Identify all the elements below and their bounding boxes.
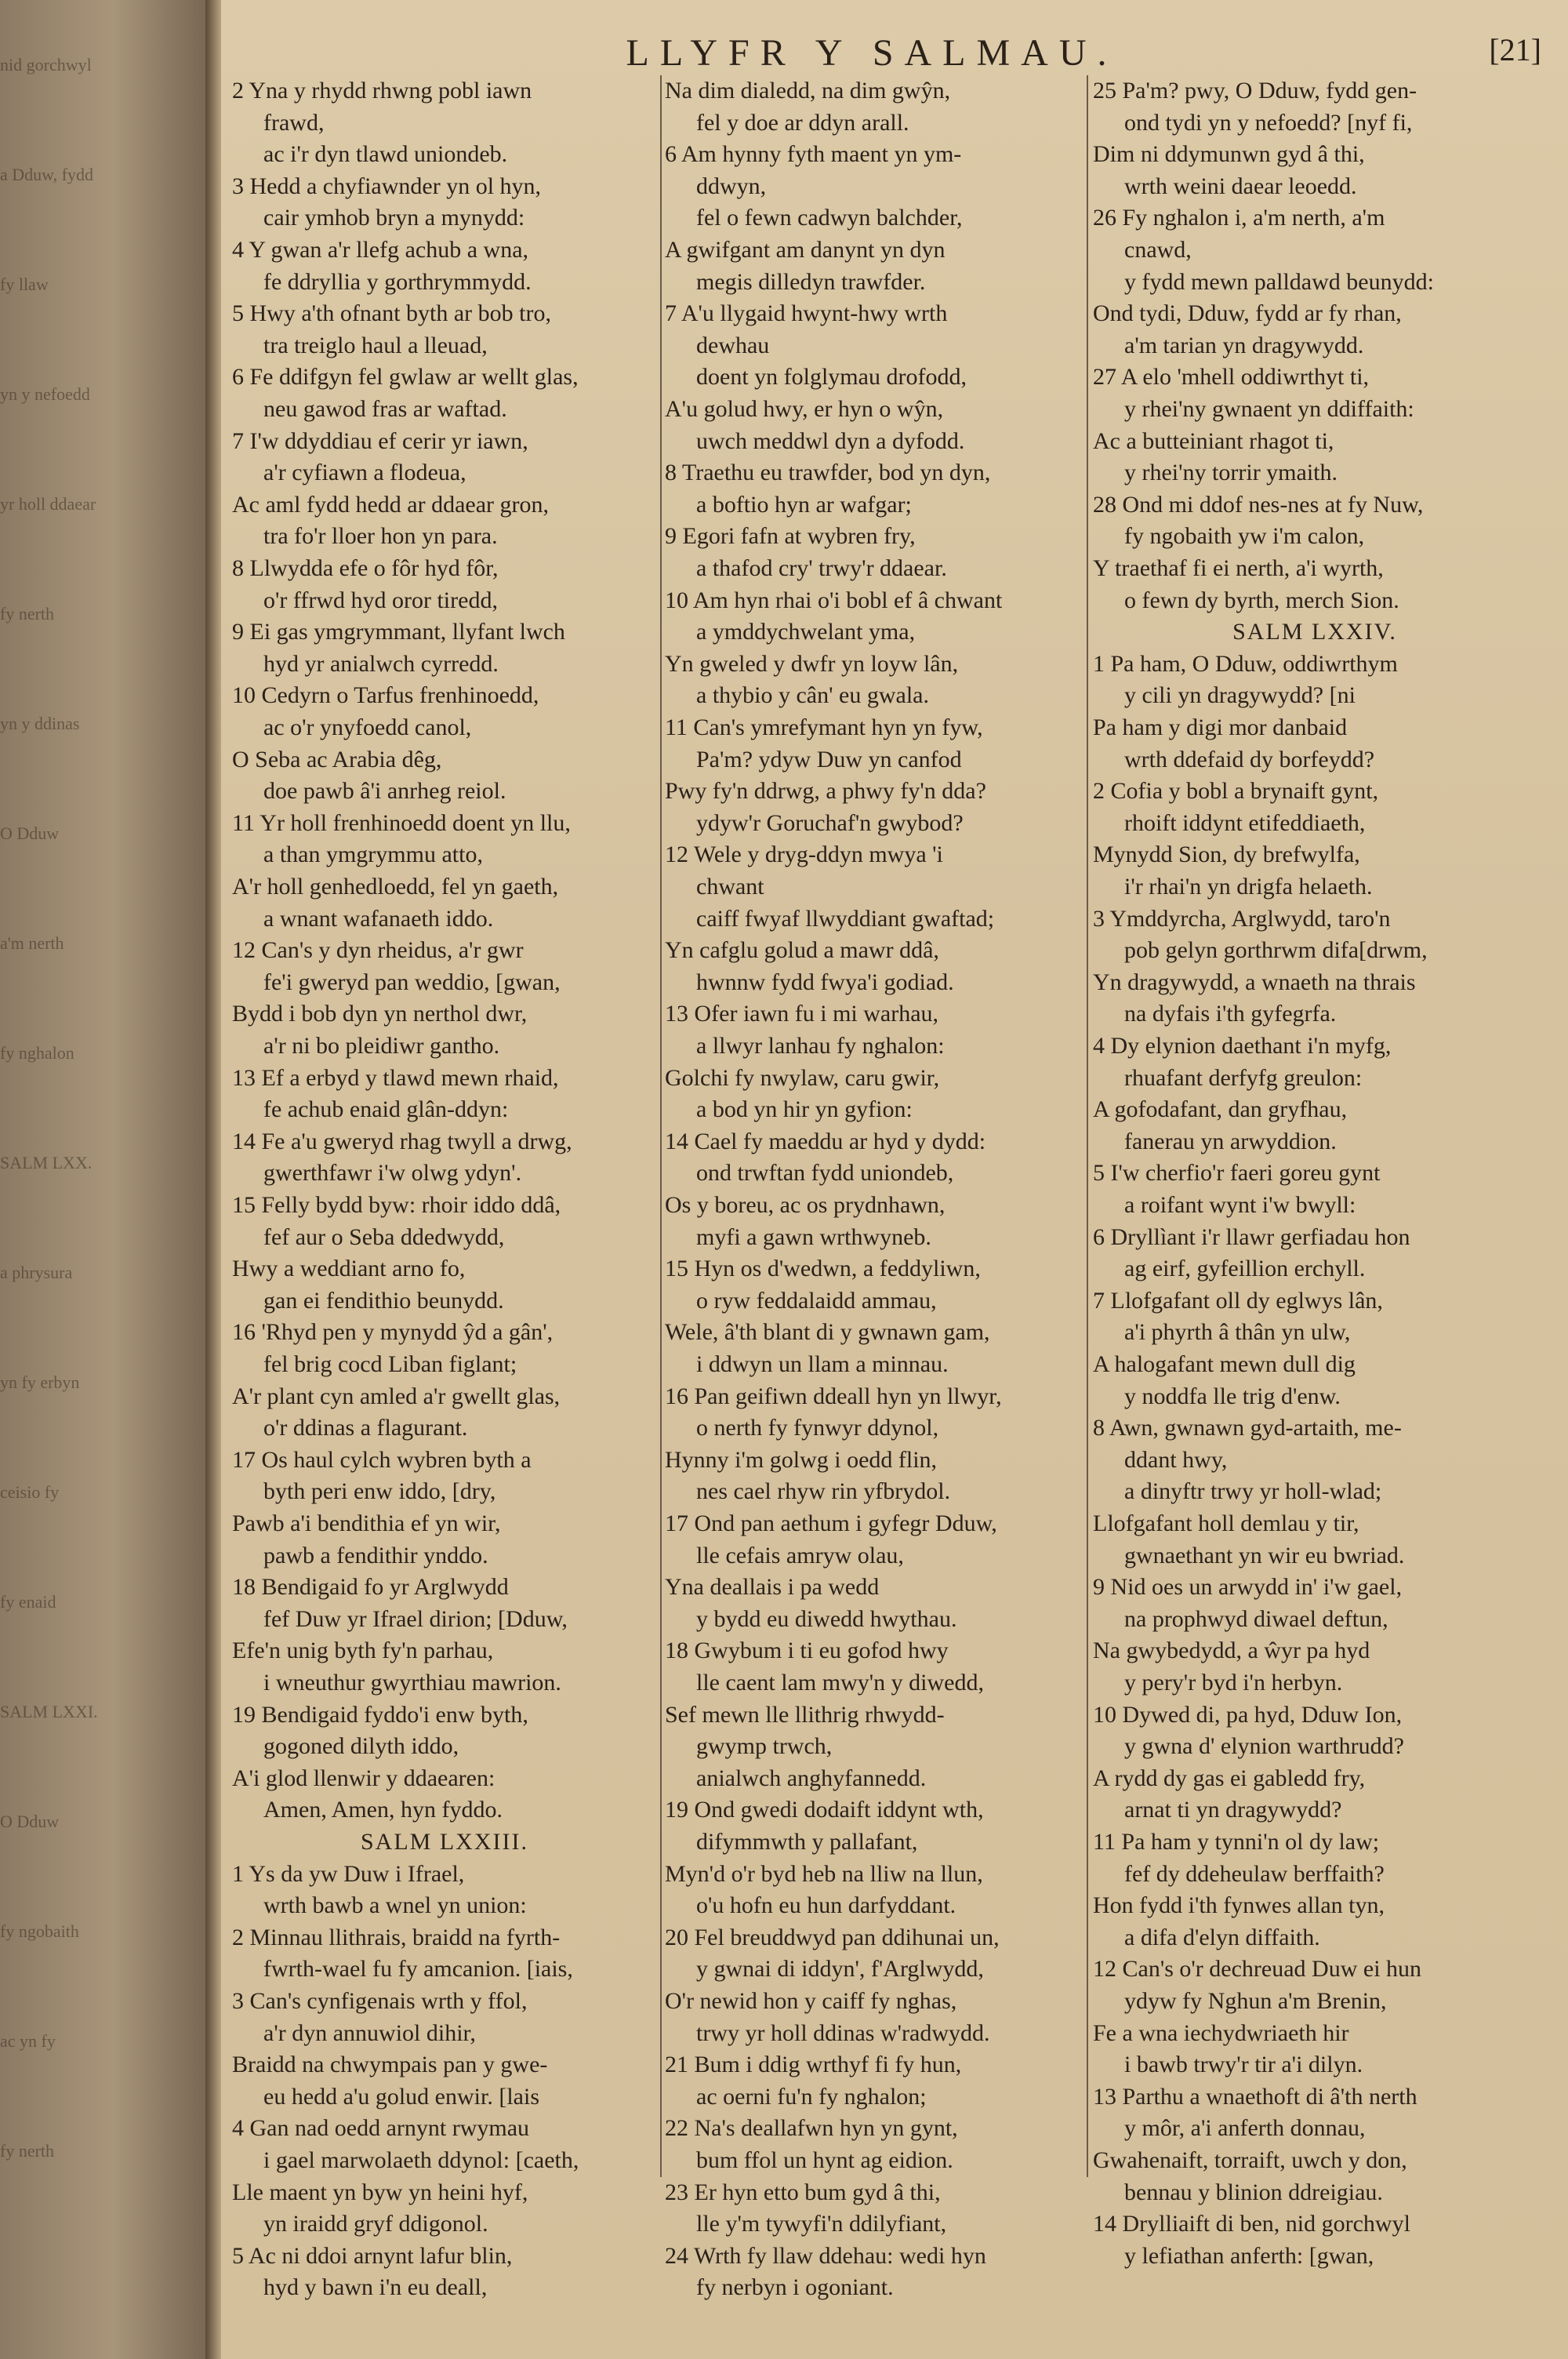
left-strip-line: ceisio fy xyxy=(0,1482,60,1502)
verse-line: 11 Yr holl frenhinoedd doent yn llu, xyxy=(232,809,571,836)
verse-line: 15 Hyn os d'wedwn, a feddyliwn, xyxy=(665,1256,981,1282)
verse-line: o ryw feddalaidd ammau, xyxy=(696,1287,937,1314)
verse-line: dewhau xyxy=(696,332,770,358)
verse-line: y môr, a'i anferth donnau, xyxy=(1124,2115,1366,2142)
left-strip-line: yn y ddinas xyxy=(0,714,80,733)
verse-line: trwy yr holl ddinas w'radwydd. xyxy=(696,2019,990,2046)
verse-line: fe achub enaid glân-ddyn: xyxy=(263,1096,509,1123)
verse-line: 3 Can's cynfigenais wrth y ffol, xyxy=(232,1988,528,2014)
column-rule-1 xyxy=(660,75,662,2177)
verse-line: Ac aml fydd hedd ar ddaear gron, xyxy=(232,491,550,518)
verse-line: fel o fewn cadwyn balchder, xyxy=(696,205,963,231)
verse-line: 19 Ond gwedi dodaift iddynt wth, xyxy=(665,1797,984,1823)
verse-line: hyd yr anialwch cyrredd. xyxy=(263,650,499,677)
verse-line: Pa ham y digi mor danbaid xyxy=(1093,714,1348,740)
verse-line: Hwy a weddiant arno fo, xyxy=(232,1256,466,1282)
verse-line: ddwyn, xyxy=(696,173,767,199)
verse-line: Y traethaf fi ei nerth, a'i wyrth, xyxy=(1093,555,1384,581)
column-rule-2 xyxy=(1087,75,1088,2177)
verse-line: 1 Ys da yw Duw i Ifrael, xyxy=(232,1860,465,1887)
verse-line: 8 Llwydda efe o fôr hyd fôr, xyxy=(232,555,499,581)
verse-line: Ond tydi, Dduw, fydd ar fy rhan, xyxy=(1093,300,1402,327)
verse-line: 3 Ymddyrcha, Arglwydd, taro'n xyxy=(1093,905,1391,932)
verse-line: A'u golud hwy, er hyn o wŷn, xyxy=(665,396,944,422)
verse-line: cair ymhob bryn a mynydd: xyxy=(263,205,525,231)
verse-line: eu hedd a'u golud enwir. [lais xyxy=(263,2083,539,2110)
verse-line: 26 Fy nghalon i, a'm nerth, a'm xyxy=(1093,205,1385,231)
verse-line: Yn dragywydd, a wnaeth na thrais xyxy=(1093,969,1416,995)
verse-line: fef aur o Seba ddedwydd, xyxy=(263,1223,505,1250)
verse-line: 10 Dywed di, pa hyd, Dduw Ion, xyxy=(1093,1701,1403,1728)
verse-line: a dinyftr trwy yr holl-wlad; xyxy=(1124,1478,1382,1505)
verse-line: a difa d'elyn diffaith. xyxy=(1124,1924,1320,1950)
verse-line: Llofgafant holl demlau y tir, xyxy=(1093,1510,1359,1536)
verse-line: 2 Cofia y bobl a brynaift gynt, xyxy=(1093,778,1379,805)
verse-line: 9 Egori fafn at wybren fry, xyxy=(665,523,916,550)
verse-line: ddant hwy, xyxy=(1124,1446,1228,1473)
verse-line: 10 Cedyrn o Tarfus frenhinoedd, xyxy=(232,682,539,709)
verse-line: 12 Can's y dyn rheidus, a'r gwr xyxy=(232,937,524,964)
left-strip-line: yn y nefoedd xyxy=(0,384,90,404)
verse-line: Pwy fy'n ddrwg, a phwy fy'n dda? xyxy=(665,778,986,805)
verse-line: neu gawod fras ar waftad. xyxy=(263,396,507,422)
verse-line: A rydd dy gas ei gabledd fry, xyxy=(1093,1765,1366,1791)
psalm-heading: SALM LXXIII. xyxy=(361,1829,528,1855)
verse-line: ond trwftan fydd uniondeb, xyxy=(696,1160,954,1187)
verse-line: pawb a fendithir ynddo. xyxy=(263,1542,488,1568)
verse-line: gogoned dilyth iddo, xyxy=(263,1733,459,1760)
verse-line: a roifant wynt i'w bwyll: xyxy=(1124,1192,1356,1218)
verse-line: rhoift iddynt etifeddiaeth, xyxy=(1124,809,1366,836)
book-gutter xyxy=(205,0,221,2359)
verse-line: 25 Pa'm? pwy, O Dduw, fydd gen- xyxy=(1093,78,1417,104)
verse-line: A'i glod llenwir y ddaearen: xyxy=(232,1765,495,1791)
verse-line: 1 Pa ham, O Dduw, oddiwrthym xyxy=(1093,650,1398,677)
verse-line: i wneuthur gwyrthiau mawrion. xyxy=(263,1670,561,1696)
verse-line: chwant xyxy=(696,874,764,900)
left-strip-line: nid gorchwyl xyxy=(0,55,92,75)
verse-line: Hon fydd i'th fynwes allan tyn, xyxy=(1093,1892,1385,1919)
verse-line: 24 Wrth fy llaw ddehau: wedi hyn xyxy=(665,2242,986,2269)
verse-line: 14 Drylliaift di ben, nid gorchwyl xyxy=(1093,2211,1410,2237)
verse-line: wrth bawb a wnel yn union: xyxy=(263,1892,527,1919)
verse-line: A gwifgant am danynt yn dyn xyxy=(665,237,946,263)
verse-line: arnat ti yn dragywydd? xyxy=(1124,1797,1342,1823)
verse-line: i gael marwolaeth ddynol: [caeth, xyxy=(263,2147,579,2173)
verse-line: 18 Gwybum i ti eu gofod hwy xyxy=(665,1637,949,1664)
verse-line: Hynny i'm golwg i oedd flin, xyxy=(665,1446,938,1473)
verse-line: frawd, xyxy=(263,109,325,136)
verse-line: Yn cafglu golud a mawr ddâ, xyxy=(665,937,939,964)
right-page xyxy=(221,0,1568,2359)
verse-line: megis dilledyn trawfder. xyxy=(696,268,926,295)
left-strip-line: a phrysura xyxy=(0,1263,73,1282)
verse-line: 2 Yna y rhydd rhwng pobl iawn xyxy=(232,78,532,104)
verse-line: 3 Hedd a chyfiawnder yn ol hyn, xyxy=(232,173,542,199)
verse-line: na prophwyd diwael deftun, xyxy=(1124,1605,1388,1632)
verse-line: a thafod cry' trwy'r ddaear. xyxy=(696,555,947,581)
verse-line: ag eirf, gyfeillion erchyll. xyxy=(1124,1256,1366,1282)
verse-line: nes cael rhyw rin yfbrydol. xyxy=(696,1478,951,1505)
verse-line: difymmwth y pallafant, xyxy=(696,1829,918,1855)
verse-line: 15 Felly bydd byw: rhoir iddo ddâ, xyxy=(232,1192,561,1218)
verse-line: ac o'r ynyfoedd canol, xyxy=(263,714,472,740)
left-strip-line: yr holl ddaear xyxy=(0,494,96,514)
left-strip-line: O Dduw xyxy=(0,823,60,843)
verse-line: Amen, Amen, hyn fyddo. xyxy=(263,1797,503,1823)
verse-line: 23 Er hyn etto bum gyd â thi, xyxy=(665,2179,941,2205)
verse-line: 13 Ofer iawn fu i mi warhau, xyxy=(665,1001,939,1027)
verse-line: ond tydi yn y nefoedd? [nyf fi, xyxy=(1124,109,1413,136)
verse-line: Lle maent yn byw yn heini hyf, xyxy=(232,2179,528,2205)
verse-line: 5 I'w cherfio'r faeri goreu gynt xyxy=(1093,1160,1381,1187)
verse-line: y rhei'ny gwnaent yn ddiffaith: xyxy=(1124,396,1414,422)
verse-line: Na dim dialedd, na dim gwŷn, xyxy=(665,78,951,104)
verse-line: a'r dyn annuwiol dihir, xyxy=(263,2019,476,2046)
verse-line: O Seba ac Arabia dêg, xyxy=(232,746,442,772)
verse-line: gwymp trwch, xyxy=(696,1733,833,1760)
verse-line: 14 Fe a'u gweryd rhag twyll a drwg, xyxy=(232,1128,572,1154)
verse-line: 22 Na's deallafwn hyn yn gynt, xyxy=(665,2115,958,2142)
verse-line: gwerthfawr i'w olwg ydyn'. xyxy=(263,1160,522,1187)
left-strip-line: ac yn fy xyxy=(0,2031,56,2051)
verse-line: rhuafant derfyfg greulon: xyxy=(1124,1064,1363,1091)
verse-line: tra treiglo haul a lleuad, xyxy=(263,332,488,358)
verse-line: fwrth-wael fu fy amcanion. [iais, xyxy=(263,1956,573,1983)
verse-line: 27 A elo 'mhell oddiwrthyt ti, xyxy=(1093,364,1370,391)
verse-line: A halogafant mewn dull dig xyxy=(1093,1351,1356,1377)
verse-line: fel brig cocd Liban figlant; xyxy=(263,1351,517,1377)
verse-line: a'r ni bo pleidiwr gantho. xyxy=(263,1033,500,1059)
verse-line: a boftio hyn ar wafgar; xyxy=(696,491,912,518)
verse-line: i bawb trwy'r tir a'i dilyn. xyxy=(1124,2052,1363,2078)
verse-line: 5 Hwy a'th ofnant byth ar bob tro, xyxy=(232,300,551,327)
verse-line: Braidd na chwympais pan y gwe- xyxy=(232,2052,548,2078)
verse-line: bennau y blinion ddreigiau. xyxy=(1124,2179,1383,2205)
verse-line: 7 Llofgafant oll dy eglwys lân, xyxy=(1093,1287,1383,1314)
verse-line: O'r newid hon y caiff fy nghas, xyxy=(665,1988,957,2014)
verse-line: 12 Wele y dryg-ddyn mwya 'i xyxy=(665,841,943,868)
verse-line: hwnnw fydd fwya'i godiad. xyxy=(696,969,954,995)
verse-line: 13 Parthu a wnaethoft di â'th nerth xyxy=(1093,2083,1417,2110)
verse-line: A'r holl genhedloedd, fel yn gaeth, xyxy=(232,874,559,900)
running-header-title: LLYFR Y SALMAU. xyxy=(626,32,1118,74)
verse-line: 8 Traethu eu trawfder, bod yn dyn, xyxy=(665,460,991,486)
verse-line: 14 Cael fy maeddu ar hyd y dydd: xyxy=(665,1128,986,1154)
verse-line: a ymddychwelant yma, xyxy=(696,619,916,645)
verse-line: a wnant wafanaeth iddo. xyxy=(263,905,494,932)
verse-line: Sef mewn lle llithrig rhwydd- xyxy=(665,1701,945,1728)
verse-line: fy nerbyn i ogoniant. xyxy=(696,2274,894,2301)
verse-line: uwch meddwl dyn a dyfodd. xyxy=(696,427,965,454)
verse-line: anialwch anghyfannedd. xyxy=(696,1765,927,1791)
left-strip-line: fy nerth xyxy=(0,2141,55,2161)
verse-line: myfi a gawn wrthwyneb. xyxy=(696,1223,931,1250)
verse-line: 4 Gan nad oedd arnynt rwymau xyxy=(232,2115,530,2142)
verse-line: ac i'r dyn tlawd uniondeb. xyxy=(263,141,508,168)
verse-line: wrth weini daear leoedd. xyxy=(1124,173,1357,199)
verse-line: 10 Am hyn rhai o'i bobl ef â chwant xyxy=(665,587,1003,613)
verse-line: hyd y bawn i'n eu deall, xyxy=(263,2274,488,2301)
verse-line: fef dy ddeheulaw berffaith? xyxy=(1124,1860,1385,1887)
verse-line: Yna deallais i pa wedd xyxy=(665,1574,880,1601)
verse-line: Dim ni ddymunwn gyd â thi, xyxy=(1093,141,1365,168)
verse-line: pob gelyn gorthrwm difa[drwm, xyxy=(1124,937,1428,964)
verse-line: wrth ddefaid dy borfeydd? xyxy=(1124,746,1375,772)
left-page-strip xyxy=(0,0,205,2359)
verse-line: a than ymgrymmu atto, xyxy=(263,841,483,868)
verse-line: 8 Awn, gwnawn gyd-artaith, me- xyxy=(1093,1415,1402,1441)
verse-line: byth peri enw iddo, [dry, xyxy=(263,1478,496,1505)
verse-line: 21 Bum i ddig wrthyf fi fy hun, xyxy=(665,2052,962,2078)
verse-line: y pery'r byd i'n herbyn. xyxy=(1124,1670,1343,1696)
left-strip-line: yn fy erbyn xyxy=(0,1372,80,1392)
verse-line: 12 Can's o'r dechreuad Duw ei hun xyxy=(1093,1956,1422,1983)
verse-line: 17 Os haul cylch wybren byth a xyxy=(232,1446,532,1473)
verse-line: 17 Ond pan aethum i gyfegr Dduw, xyxy=(665,1510,997,1536)
verse-line: lle cefais amryw olau, xyxy=(696,1542,904,1568)
verse-line: doe pawb â'i anrheg reiol. xyxy=(263,778,506,805)
verse-line: y gwnai di iddyn', f'Arglwydd, xyxy=(696,1956,984,1983)
verse-line: Fe a wna iechydwriaeth hir xyxy=(1093,2019,1349,2046)
verse-line: a bod yn hir yn gyfion: xyxy=(696,1096,913,1123)
verse-line: 7 A'u llygaid hwynt-hwy wrth xyxy=(665,300,948,327)
verse-line: 18 Bendigaid fo yr Arglwydd xyxy=(232,1574,509,1601)
verse-line: gwnaethant yn wir eu bwriad. xyxy=(1124,1542,1405,1568)
left-strip-line: O Dduw xyxy=(0,1812,60,1831)
verse-line: fe ddryllia y gorthrymmydd. xyxy=(263,268,532,295)
verse-line: y bydd eu diwedd hwythau. xyxy=(696,1605,957,1632)
verse-line: 20 Fel breuddwyd pan ddihunai un, xyxy=(665,1924,1000,1950)
verse-line: Os y boreu, ac os prydnhawn, xyxy=(665,1192,946,1218)
psalm-heading: SALM LXXIV. xyxy=(1232,619,1397,645)
verse-line: Bydd i bob dyn yn nerthol dwr, xyxy=(232,1001,528,1027)
verse-line: 16 Pan geifiwn ddeall hyn yn llwyr, xyxy=(665,1383,1002,1409)
verse-line: a'i phyrth â thân yn ulw, xyxy=(1124,1319,1351,1346)
verse-line: 28 Ond mi ddof nes-nes at fy Nuw, xyxy=(1093,491,1424,518)
verse-line: cnawd, xyxy=(1124,237,1192,263)
verse-line: 11 Can's ymrefymant hyn yn fyw, xyxy=(665,714,983,740)
verse-line: 9 Nid oes un arwydd in' i'w gael, xyxy=(1093,1574,1403,1601)
verse-line: fanerau yn arwyddion. xyxy=(1124,1128,1337,1154)
verse-line: yn iraidd gryf ddigonol. xyxy=(263,2211,488,2237)
verse-line: 7 I'w ddyddiau ef cerir yr iawn, xyxy=(232,427,528,454)
verse-line: caiff fwyaf llwyddiant gwaftad; xyxy=(696,905,995,932)
verse-line: 6 Dryllìant i'r llawr gerfiadau hon xyxy=(1093,1223,1410,1250)
verse-line: fel y doe ar ddyn arall. xyxy=(696,109,909,136)
verse-line: 6 Fe ddifgyn fel gwlaw ar wellt glas, xyxy=(232,364,579,391)
verse-line: lle y'm tywyfi'n ddilyfiant, xyxy=(696,2211,947,2237)
verse-line: doent yn folglymau drofodd, xyxy=(696,364,967,391)
verse-line: ac oerni fu'n fy nghalon; xyxy=(696,2083,927,2110)
verse-line: Yn gweled y dwfr yn loyw lân, xyxy=(665,650,959,677)
left-strip-line: fy nerth xyxy=(0,604,55,623)
verse-line: Pawb a'i bendithia ef yn wir, xyxy=(232,1510,501,1536)
verse-line: Gwahenaift, torraift, uwch y don, xyxy=(1093,2147,1407,2173)
verse-line: 5 Ac ni ddoi arnynt lafur blin, xyxy=(232,2242,513,2269)
verse-line: fy ngobaith yw i'm calon, xyxy=(1124,523,1365,550)
page-number: [21] xyxy=(1489,32,1541,67)
verse-line: A gofodafant, dan gryfhau, xyxy=(1093,1096,1348,1123)
verse-line: fef Duw yr Ifrael dirion; [Dduw, xyxy=(263,1605,568,1632)
verse-line: 19 Bendigaid fyddo'i enw byth, xyxy=(232,1701,528,1728)
verse-line: i'r rhai'n yn drigfa helaeth. xyxy=(1124,874,1373,900)
verse-line: na dyfais i'th gyfegrfa. xyxy=(1124,1001,1337,1027)
verse-line: a thybio y cân' eu gwala. xyxy=(696,682,929,709)
verse-line: y fydd mewn palldawd beunydd: xyxy=(1124,268,1434,295)
left-strip-line: a Dduw, fydd xyxy=(0,165,93,184)
verse-line: Golchi fy nwylaw, caru gwir, xyxy=(665,1064,940,1091)
verse-line: lle caent lam mwy'n y diwedd, xyxy=(696,1670,984,1696)
verse-line: Mynydd Sion, dy brefwylfa, xyxy=(1093,841,1360,868)
verse-line: fe'i gweryd pan weddio, [gwan, xyxy=(263,969,561,995)
left-strip-line: fy llaw xyxy=(0,274,49,294)
verse-line: o'r ffrwd hyd oror tiredd, xyxy=(263,587,498,613)
verse-line: Ac a butteiniant rhagot ti, xyxy=(1093,427,1334,454)
verse-line: 16 'Rhyd pen y mynydd ŷd a gân', xyxy=(232,1319,554,1346)
verse-line: tra fo'r lloer hon yn para. xyxy=(263,523,498,550)
verse-line: o nerth fy fynwyr ddynol, xyxy=(696,1415,939,1441)
verse-line: Pa'm? ydyw Duw yn canfod xyxy=(696,746,962,772)
verse-line: y noddfa lle trig d'enw. xyxy=(1124,1383,1341,1409)
left-strip-line: fy nghalon xyxy=(0,1043,74,1063)
verse-line: gan ei fendithio beunydd. xyxy=(263,1287,504,1314)
verse-line: 11 Pa ham y tynni'n ol dy law; xyxy=(1093,1829,1380,1855)
left-strip-line: fy ngobaith xyxy=(0,1921,79,1941)
verse-line: 13 Ef a erbyd y tlawd mewn rhaid, xyxy=(232,1064,559,1091)
verse-line: Efe'n unig byth fy'n parhau, xyxy=(232,1637,494,1664)
verse-line: y lefiathan anferth: [gwan, xyxy=(1124,2242,1374,2269)
verse-line: i ddwyn un llam a minnau. xyxy=(696,1351,949,1377)
verse-line: a llwyr lanhau fy nghalon: xyxy=(696,1033,945,1059)
verse-line: o'u hofn eu hun darfyddant. xyxy=(696,1892,956,1919)
verse-line: Na gwybedydd, a ŵyr pa hyd xyxy=(1093,1637,1370,1664)
verse-line: o'r ddinas a flagurant. xyxy=(263,1415,468,1441)
verse-line: y cili yn dragywydd? [ni xyxy=(1124,682,1356,709)
verse-line: bum ffol un hynt ag eidion. xyxy=(696,2147,953,2173)
left-strip-line: SALM LXX. xyxy=(0,1153,93,1172)
verse-line: Wele, â'th blant di y gwnawn gam, xyxy=(665,1319,990,1346)
verse-line: y rhei'ny torrir ymaith. xyxy=(1124,460,1338,486)
verse-line: a'r cyfiawn a flodeua, xyxy=(263,460,466,486)
left-strip-line: SALM LXXI. xyxy=(0,1702,98,1721)
verse-line: Myn'd o'r byd heb na lliw na llun, xyxy=(665,1860,983,1887)
verse-line: A'r plant cyn amled a'r gwellt glas, xyxy=(232,1383,561,1409)
verse-line: 6 Am hynny fyth maent yn ym- xyxy=(665,141,962,168)
verse-line: o fewn dy byrth, merch Sion. xyxy=(1124,587,1399,613)
verse-line: 9 Ei gas ymgrymmant, llyfant lwch xyxy=(232,619,565,645)
left-strip-line: fy enaid xyxy=(0,1592,56,1612)
verse-line: y gwna d' elynion warthrudd? xyxy=(1124,1733,1404,1760)
verse-line: 4 Dy elynion daethant i'n myfg, xyxy=(1093,1033,1392,1059)
verse-line: a'm tarian yn dragywydd. xyxy=(1124,332,1364,358)
left-strip-line: a'm nerth xyxy=(0,933,64,953)
verse-line: 4 Y gwan a'r llefg achub a wna, xyxy=(232,237,529,263)
verse-line: 2 Minnau llithrais, braidd na fyrth- xyxy=(232,1924,561,1950)
verse-line: ydyw'r Goruchaf'n gwybod? xyxy=(696,809,964,836)
verse-line: ydyw fy Nghun a'm Brenin, xyxy=(1124,1988,1387,2014)
